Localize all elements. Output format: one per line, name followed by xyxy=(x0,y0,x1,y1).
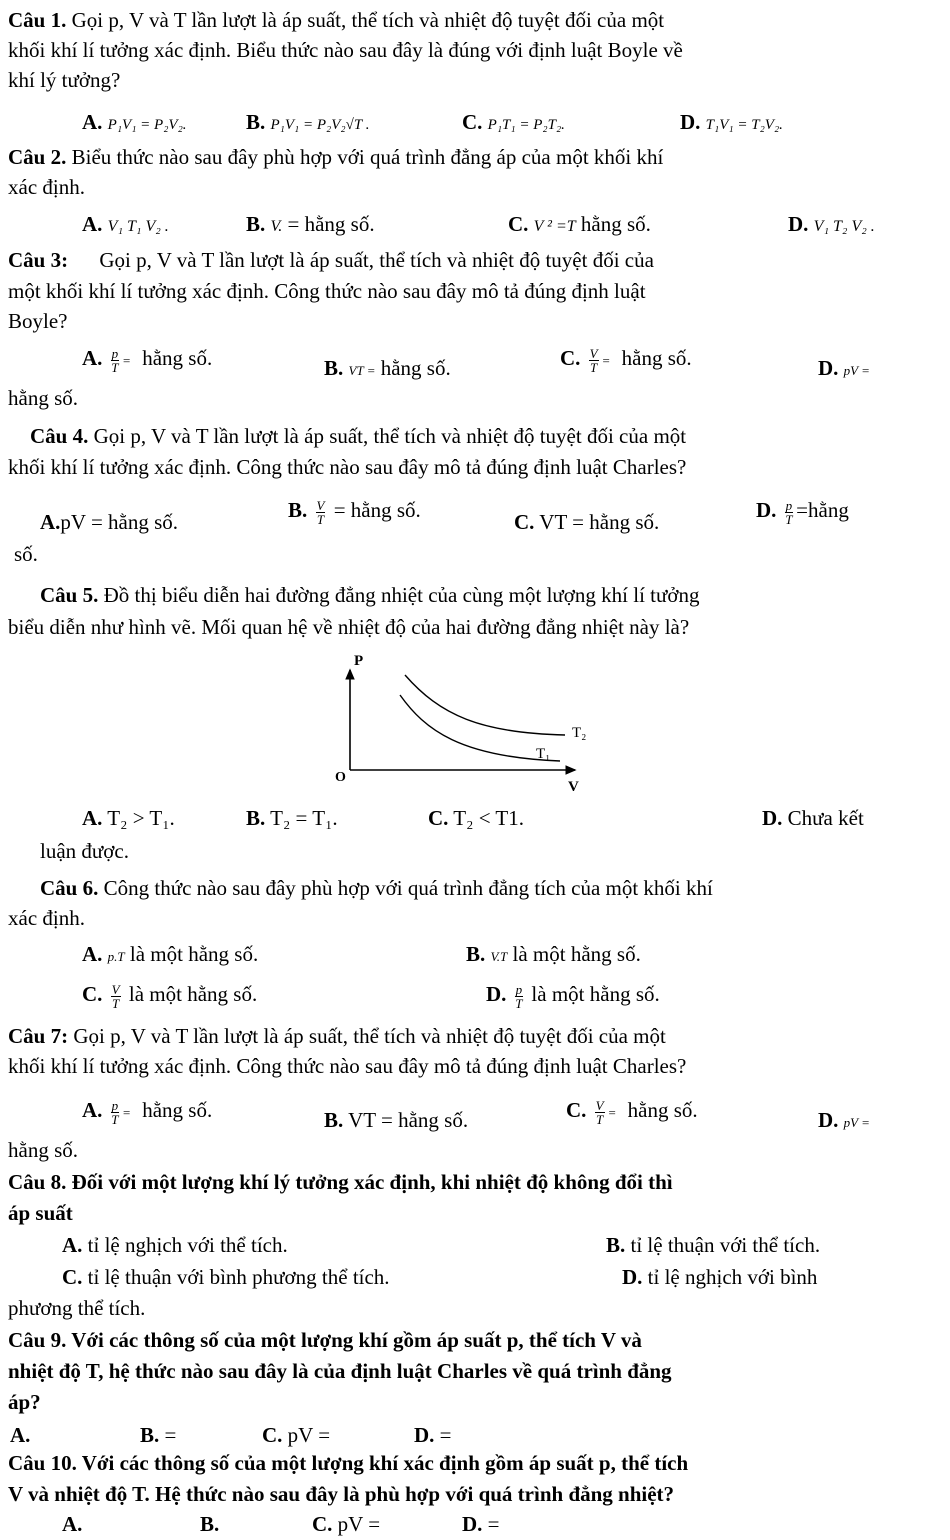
q5-option-d[interactable] xyxy=(762,806,864,831)
q8-text1: Đối với một lượng khí lý tưởng xác định, khi nhiệt độ không đổi thì xyxy=(71,1170,673,1194)
q7-option-b-key: B. xyxy=(324,1108,344,1132)
q7-option-d-key: D. xyxy=(818,1108,839,1132)
q3-option-b-key: B. xyxy=(324,356,344,380)
q2-option-c-key: C. xyxy=(508,212,529,236)
q6-option-a[interactable] xyxy=(82,942,258,969)
q8-option-c[interactable] xyxy=(62,1265,390,1290)
q5-option-b-key: B. xyxy=(246,806,266,830)
q6-option-d-den: T xyxy=(515,995,523,1011)
q1-option-d-expr: T₁V₁ = T₂V₂. xyxy=(705,117,783,133)
q4-option-b-tail: = hằng số. xyxy=(333,498,421,522)
q4-label: Câu 4. xyxy=(30,424,89,448)
q8-option-d-text: tỉ lệ nghịch với bình xyxy=(647,1265,818,1289)
q1-option-d-key: D. xyxy=(680,110,701,134)
q4-option-b-num: V xyxy=(316,497,325,513)
q3-option-a-tail: hằng số. xyxy=(142,346,213,370)
q10-option-c-key: C. xyxy=(312,1512,333,1536)
q6-label: Câu 6. xyxy=(40,876,99,900)
q1-option-c-key: C. xyxy=(462,110,483,134)
q8-cont: phương thể tích. xyxy=(8,1296,146,1320)
q10-option-a-key: A. xyxy=(62,1512,83,1536)
q7-option-a-fraction xyxy=(111,1099,120,1126)
q1-text1: Gọi p, V và T lần lượt là áp suất, thể tích và nhiệt độ tuyệt đối của một xyxy=(71,8,665,32)
q3-option-c[interactable]: C. $\frac{V}{T}$ = hằng số. xyxy=(560,345,692,375)
q7-option-c-den: T xyxy=(596,1111,604,1127)
q2-option-a-expr: V₁ T₁ V₂ . xyxy=(107,218,169,235)
q7-option-a-tail: hằng số. xyxy=(142,1098,213,1122)
q10-option-d-key: D. xyxy=(462,1512,483,1536)
q8-option-b-text: tỉ lệ thuận với thể tích. xyxy=(630,1233,821,1257)
q6-option-d[interactable] xyxy=(486,982,660,1010)
q7-option-b-text: VT = hằng số. xyxy=(348,1108,469,1132)
q4-text2: khối khí lí tưởng xác định. Công thức nào sau đây mô tả đúng định luật Charles? xyxy=(8,455,687,479)
q6-option-a-tail: là một hằng số. xyxy=(129,942,259,966)
q7-option-d[interactable] xyxy=(818,1108,870,1135)
q3-option-c-key: C. xyxy=(560,346,581,370)
q5-cont: luận được. xyxy=(40,839,129,863)
q5-option-a[interactable] xyxy=(82,806,175,831)
q6-option-c-den: T xyxy=(112,995,120,1011)
q8-option-b[interactable] xyxy=(606,1233,820,1258)
q8-option-c-key: C. xyxy=(62,1265,83,1289)
q7-option-c-tail: hằng số. xyxy=(627,1098,698,1122)
q7-option-c-fraction xyxy=(595,1099,605,1126)
q4-option-b-fraction xyxy=(316,499,326,526)
q1-text2: khối khí lí tưởng xác định. Biểu thức nào sau đây là đúng với định luật Boyle về xyxy=(8,38,683,62)
q5-option-c-text: T₂ < T1. xyxy=(453,806,524,830)
q5-option-b-text: T₂ = T₁. xyxy=(270,806,338,830)
q9-option-b-text: = xyxy=(164,1423,177,1447)
q1-option-c[interactable] xyxy=(462,110,565,138)
q9-option-c[interactable] xyxy=(262,1423,330,1448)
q7-option-a-den: T xyxy=(111,1111,119,1127)
q10-text2: V và nhiệt độ T. Hệ thức nào sau đây là phù hợp với quá trình đẳng nhiệt? xyxy=(8,1482,675,1506)
q3-option-a-den: T xyxy=(111,359,119,375)
q9-option-b[interactable] xyxy=(140,1423,176,1448)
q4-option-d-fraction xyxy=(785,499,794,526)
q8-option-d-key: D. xyxy=(622,1265,643,1289)
q3-option-a-fraction xyxy=(111,347,120,374)
x-axis-label: V xyxy=(568,779,579,795)
q1-option-c-expr: P₁T₁ = P₂T₂. xyxy=(487,117,565,133)
q3-option-d-expr: pV = xyxy=(843,363,870,378)
q6-option-d-tail: là một hằng số. xyxy=(531,982,660,1006)
q3-option-c-tail: hằng số. xyxy=(621,346,692,370)
q7-option-a[interactable]: A. $\frac{p}{T}$ = hằng số. xyxy=(82,1097,213,1127)
q10-option-d-text: = xyxy=(487,1512,500,1536)
q3-text1: Gọi p, V và T lần lượt là áp suất, thể tích và nhiệt độ tuyệt đối của xyxy=(99,248,654,272)
q3-option-d-key: D. xyxy=(818,356,839,380)
q9-option-d[interactable] xyxy=(414,1423,452,1448)
q6-option-d-key: D. xyxy=(486,982,507,1006)
q3-label: Câu 3: xyxy=(8,248,69,272)
q3-option-a[interactable]: A. $\frac{p}{T}$ = hằng số. xyxy=(82,345,213,375)
q1-text3: khí lý tưởng? xyxy=(8,68,121,92)
q2-line1 xyxy=(8,145,663,170)
q9-option-d-text: = xyxy=(439,1423,452,1447)
q6-option-c-tail: là một hằng số. xyxy=(128,982,258,1006)
q9-option-d-key: D. xyxy=(414,1423,435,1447)
q7-line1 xyxy=(8,1024,666,1049)
q10-option-d[interactable] xyxy=(462,1512,500,1537)
q9-text1: Với các thông số của một lượng khí gồm áp suất p, thể tích V và xyxy=(71,1328,642,1352)
q9-text2: nhiệt độ T, hệ thức nào sau đây là của định luật Charles về quá trình đẳng xyxy=(8,1359,672,1383)
q2-option-b-key: B. xyxy=(246,212,266,236)
q4-option-c-key: C. xyxy=(514,510,535,534)
q3-option-a-key: A. xyxy=(82,346,103,370)
q4-option-b-den: T xyxy=(316,511,325,527)
q2-option-a[interactable] xyxy=(82,212,169,239)
q3-option-c-den: T xyxy=(590,359,598,375)
q4-option-a-text: pV = hằng số. xyxy=(60,510,179,534)
q6-option-d-num: p xyxy=(515,981,523,997)
q7-text2: khối khí lí tưởng xác định. Công thức nào sau đây mô tả đúng định luật Charles? xyxy=(8,1054,687,1078)
q1-option-a-expr: P₁V₁ = P₂V₂. xyxy=(107,117,187,133)
q9-line1 xyxy=(8,1328,642,1353)
q1-option-a-key: A. xyxy=(82,110,103,134)
q4-option-b[interactable] xyxy=(288,498,421,526)
q2-option-d[interactable] xyxy=(788,212,875,239)
q5-option-d-text: Chưa kết xyxy=(787,806,864,830)
q2-option-d-key: D. xyxy=(788,212,809,236)
q8-line1 xyxy=(8,1170,673,1195)
q10-text1: Với các thông số của một lượng khí xác định gồm áp suất p, thể tích xyxy=(81,1451,689,1475)
q10-line1 xyxy=(8,1451,688,1476)
q9-option-c-key: C. xyxy=(262,1423,283,1447)
q5-option-a-text: T₂ > T₁. xyxy=(107,806,175,830)
q6-option-c-key: C. xyxy=(82,982,103,1006)
q7-option-a-key: A. xyxy=(82,1098,103,1122)
q4-option-d-den: T xyxy=(785,511,793,527)
q8-text2: áp suất xyxy=(8,1201,73,1225)
q4-option-d[interactable] xyxy=(756,498,849,526)
q4-line1 xyxy=(30,424,686,449)
q6-text1: Công thức nào sau đây phù hợp với quá trình đẳng tích của một khối khí xyxy=(103,876,713,900)
q4-cont: số. xyxy=(14,542,38,566)
q6-option-c-fraction xyxy=(111,983,121,1010)
q10-label: Câu 10. xyxy=(8,1451,77,1475)
q9-label: Câu 9. xyxy=(8,1328,67,1352)
q3-option-c-num: V xyxy=(589,345,598,361)
q5-text1: Đồ thị biểu diễn hai đường đẳng nhiệt của cùng một lượng khí lí tưởng xyxy=(103,583,700,607)
q7-option-c[interactable]: C. $\frac{V}{T}$ = hằng số. xyxy=(566,1097,698,1127)
q6-option-c-num: V xyxy=(111,981,120,997)
q5-option-c[interactable] xyxy=(428,806,524,831)
q3-option-b[interactable] xyxy=(324,356,451,383)
q6-option-b[interactable] xyxy=(466,942,641,969)
q2-option-d-expr: V₁ T₂ V₂ . xyxy=(813,218,875,235)
q1-option-b[interactable] xyxy=(246,110,369,138)
q3-option-b-expr: VT = xyxy=(348,363,376,378)
q10-option-a[interactable] xyxy=(62,1512,82,1537)
q1-option-b-expr: P₁V₁ = P₂V₂√T . xyxy=(270,117,370,133)
q3-line1 xyxy=(8,248,654,273)
q2-option-a-key: A. xyxy=(82,212,103,236)
q2-option-c-expr: V ² =T xyxy=(533,218,576,235)
q7-label: Câu 7: xyxy=(8,1024,69,1048)
q3-option-a-num: p xyxy=(111,345,119,361)
q8-option-c-text: tỉ lệ thuận với bình phương thể tích. xyxy=(87,1265,390,1289)
q7-option-a-num: p xyxy=(111,1097,119,1113)
q9-option-a-key: A. xyxy=(10,1423,31,1447)
q9-option-c-text: pV = xyxy=(287,1423,331,1447)
q4-option-d-tail: =hằng xyxy=(796,498,849,522)
q5-option-d-key: D. xyxy=(762,806,783,830)
q3-cont: hằng số. xyxy=(8,386,78,410)
y-axis-label: P xyxy=(354,653,364,669)
q7-cont: hằng số. xyxy=(8,1138,78,1162)
q8-option-a[interactable] xyxy=(62,1233,288,1258)
curve-t1-label: T₁ xyxy=(536,746,551,762)
q2-option-c-tail: hằng số. xyxy=(580,212,651,236)
q2-option-b-expr: V. xyxy=(270,218,283,235)
q3-option-c-fraction xyxy=(589,347,599,374)
q8-option-a-text: tỉ lệ nghịch với thể tích. xyxy=(87,1233,288,1257)
q4-text1: Gọi p, V và T lần lượt là áp suất, thể tích và nhiệt độ tuyệt đối của một xyxy=(93,424,687,448)
q2-option-b-tail: = hằng số. xyxy=(287,212,375,236)
q4-option-a-key: A. xyxy=(40,510,61,534)
q9-text3: áp? xyxy=(8,1390,41,1414)
q6-option-b-key: B. xyxy=(466,942,486,966)
q3-text3: Boyle? xyxy=(8,309,68,333)
q4-option-a[interactable] xyxy=(40,510,178,535)
q7-option-c-num: V xyxy=(595,1097,604,1113)
isotherm-graph xyxy=(330,645,620,795)
q8-option-d[interactable] xyxy=(622,1265,817,1290)
q5-option-a-key: A. xyxy=(82,806,103,830)
q1-option-d[interactable] xyxy=(680,110,783,138)
q5-option-b[interactable] xyxy=(246,806,338,831)
q2-option-c[interactable] xyxy=(508,212,651,239)
q3-text2: một khối khí lí tưởng xác định. Công thức nào sau đây mô tả đúng định luật xyxy=(8,279,646,303)
q6-option-b-tail: là một hằng số. xyxy=(512,942,641,966)
q4-option-c[interactable] xyxy=(514,510,659,535)
curve-t2-label: T₂ xyxy=(572,725,587,741)
q6-text2: xác định. xyxy=(8,906,85,930)
q2-option-b[interactable] xyxy=(246,212,375,239)
q1-option-b-key: B. xyxy=(246,110,266,134)
q1-option-a[interactable] xyxy=(82,110,187,138)
q9-option-a[interactable] xyxy=(10,1423,30,1448)
q5-label: Câu 5. xyxy=(40,583,99,607)
q6-option-a-key: A. xyxy=(82,942,103,966)
q6-option-a-expr: p.T xyxy=(107,949,125,964)
q6-line1 xyxy=(40,876,713,901)
q7-option-b[interactable] xyxy=(324,1108,468,1133)
origin-label: O xyxy=(335,770,346,785)
q1-label: Câu 1. xyxy=(8,8,67,32)
q6-option-c[interactable] xyxy=(82,982,257,1010)
q10-option-c-text: pV = xyxy=(337,1512,381,1536)
q5-line1 xyxy=(40,583,699,608)
q1-line1 xyxy=(8,8,664,33)
q8-label: Câu 8. xyxy=(8,1170,67,1194)
q7-option-d-expr: pV = xyxy=(843,1115,870,1130)
q2-label: Câu 2. xyxy=(8,145,67,169)
q3-option-b-tail: hằng số. xyxy=(380,356,451,380)
q10-option-c[interactable] xyxy=(312,1512,380,1537)
q3-option-d[interactable] xyxy=(818,356,870,383)
q2-text2: xác định. xyxy=(8,175,85,199)
q6-option-b-expr: V.T xyxy=(490,949,508,964)
q5-text2: biểu diễn như hình vẽ. Mối quan hệ về nhiệt độ của hai đường đẳng nhiệt này là? xyxy=(8,615,690,639)
q6-option-d-fraction xyxy=(515,983,524,1010)
q9-option-b-key: B. xyxy=(140,1423,160,1447)
q8-option-a-key: A. xyxy=(62,1233,83,1257)
q10-option-b-key: B. xyxy=(200,1512,220,1536)
q5-option-c-key: C. xyxy=(428,806,449,830)
q7-text1: Gọi p, V và T lần lượt là áp suất, thể tích và nhiệt độ tuyệt đối của một xyxy=(73,1024,666,1048)
q8-option-b-key: B. xyxy=(606,1233,626,1257)
q4-option-b-key: B. xyxy=(288,498,308,522)
q4-option-d-num: p xyxy=(785,497,793,513)
q7-option-c-key: C. xyxy=(566,1098,587,1122)
q10-option-b[interactable] xyxy=(200,1512,219,1537)
q2-text1: Biểu thức nào sau đây phù hợp với quá trình đẳng áp của một khối khí xyxy=(71,145,664,169)
q4-option-c-text: VT = hằng số. xyxy=(539,510,660,534)
q4-option-d-key: D. xyxy=(756,498,777,522)
